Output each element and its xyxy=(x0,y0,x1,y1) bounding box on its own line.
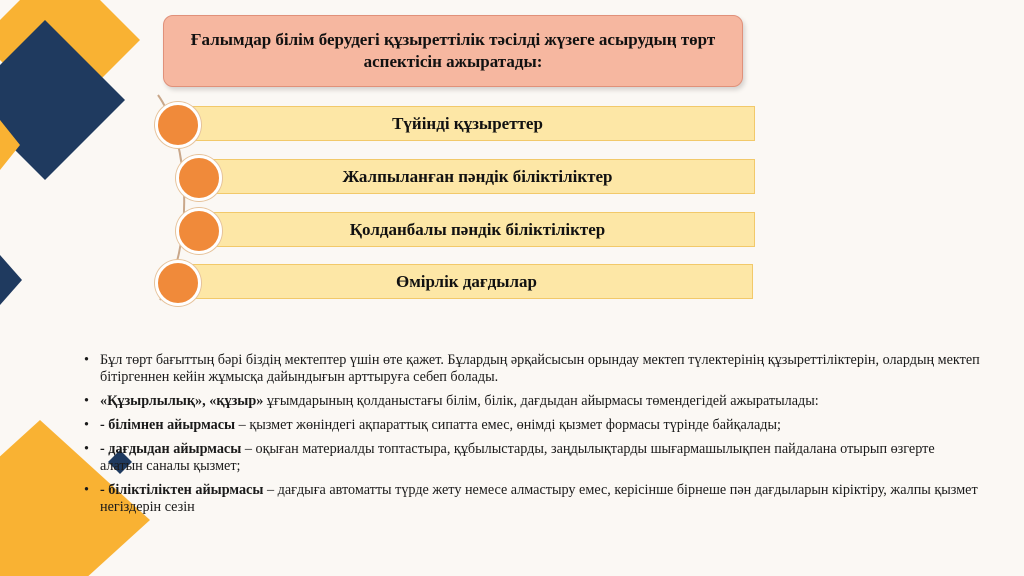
bullet-item-2 xyxy=(80,393,980,410)
bullet-dot: • xyxy=(84,417,89,433)
aspect-circle-4 xyxy=(155,260,201,306)
bullet-dot: • xyxy=(84,393,89,409)
bullet-text: – оқыған материалды топтастыра, құбылыстарды, заңдылықтарды шығармашылықпен пайдалана отырып өзгерте алатын саналы қызмет; xyxy=(100,441,935,474)
bullet-text: ұғымдарының қолданыстағы білім, білік, дағдыдан айырмасы төмендегідей ажыратылады: xyxy=(263,393,819,409)
bullet-dot: • xyxy=(84,482,89,498)
aspect-circle-2 xyxy=(176,155,222,201)
bullet-item-1 xyxy=(80,352,980,386)
aspect-circle-3 xyxy=(176,208,222,254)
bullet-text: – дағдыға автоматты түрде жету немесе алмастыру емес, керісінше бірнеше пән дағдыларын кіріктіру, жалпы қызмет негіздерін сезін xyxy=(100,482,978,515)
bullet-text: – қызмет жөніндегі ақпараттық сипатта емес, өнімді қызмет формасы түрінде байқалады; xyxy=(235,417,781,433)
aspect-circle-1 xyxy=(155,102,201,148)
aspect-bar-2: Жалпыланған пәндік біліктіліктер xyxy=(200,159,755,194)
bullet-dot: • xyxy=(84,441,89,457)
bullet-bold: - дағдыдан айырмасы xyxy=(100,441,242,457)
title-box: Ғалымдар білім берудегі құзыреттілік тәсілді жүзеге асырудың төрт аспектісін ажыратады: xyxy=(163,15,743,87)
aspect-bar-4: Өмірлік дағдылар xyxy=(180,264,753,299)
bullet-list xyxy=(80,352,980,523)
bullet-dot: • xyxy=(84,352,89,368)
bullet-bold: - біліктіліктен айырмасы xyxy=(100,482,264,498)
bullet-bold: - білімнен айырмасы xyxy=(100,417,236,433)
navy-diamond-small xyxy=(0,255,22,305)
bullet-item-4 xyxy=(80,441,980,475)
aspect-bar-1: Түйінді құзыреттер xyxy=(180,106,755,141)
bullet-bold: «Құзырлылық», «құзыр» xyxy=(100,393,264,409)
bullet-text: Бұл төрт бағыттың бәрі біздің мектептер үшін өте қажет. Бұлардың әрқайсысын орындау мектеп түлектерінің құзыреттіліктерін, олардың мектеп бітіргеннен кейін жұмысқа дайындығын арттыруға себеп болады. xyxy=(100,352,980,385)
bullet-item-5 xyxy=(80,482,980,516)
aspect-bar-3: Қолданбалы пәндік біліктіліктер xyxy=(200,212,755,247)
bullet-item-3 xyxy=(80,417,980,434)
